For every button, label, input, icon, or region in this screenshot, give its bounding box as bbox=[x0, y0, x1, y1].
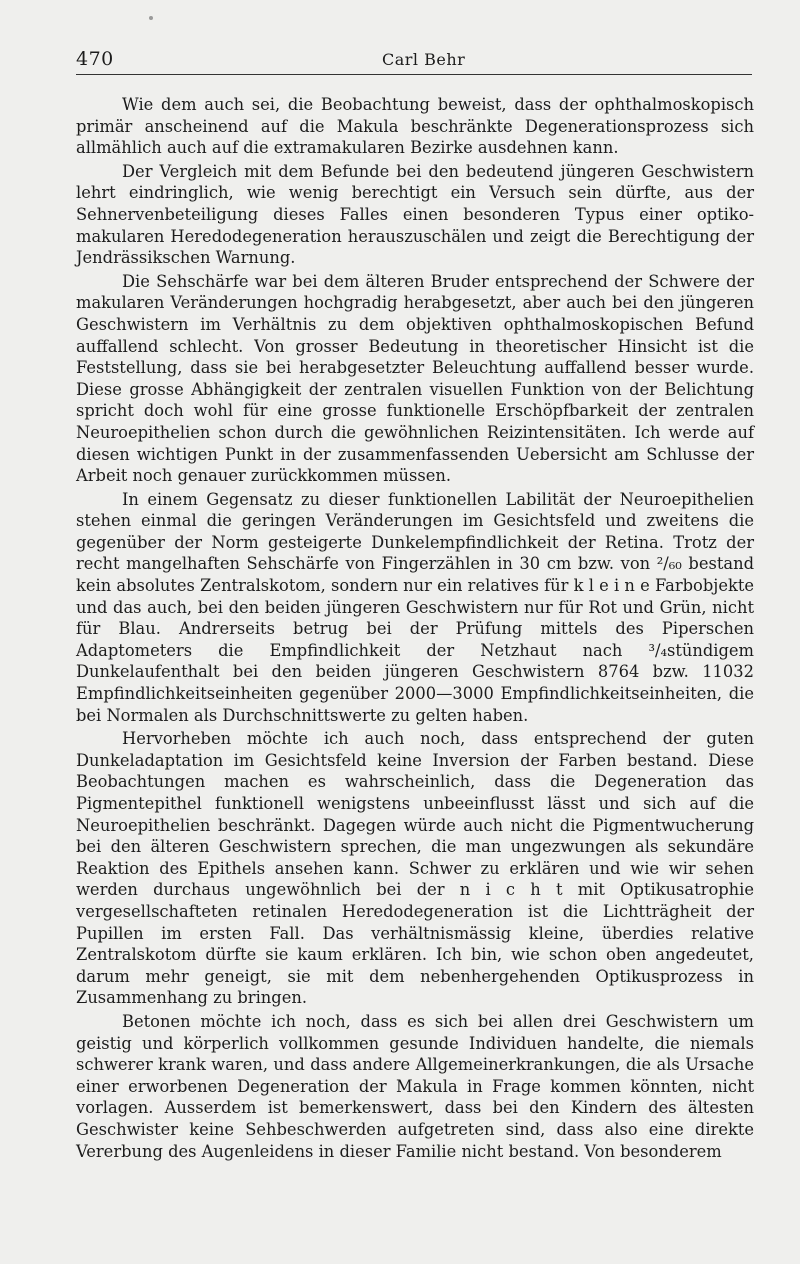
paragraph: In einem Gegensatz zu dieser funktionellen Labilität der Neuroepithelien stehen einmal die geringen Veränderungen im Gesichtsfeld und zweitens die gegenüber der Norm gesteigerte Dunkelempfindlichkeit der Retina. Trotz der recht mangelhaften Sehschärfe von Fingerzählen in 30 cm bzw. von ²/₆₀ bestand kein absolutes Zentralskotom, sondern nur ein relatives für k l e i n e Farbobjekte und das auch, bei den beiden jüngeren Geschwistern nur für Rot und Grün, nicht für Blau. Andrerseits betrug bei der Prüfung mittels des Piperschen Adaptometers die Empfindlichkeit der Netzhaut nach ³/₄stündigem Dunkelaufenthalt bei den beiden jüngeren Geschwistern 8764 bzw. 11032 Empfindlichkeitseinheiten gegenüber 2000—3000 Empfindlichkeitseinheiten, die bei Normalen als Durchschnittswerte zu gelten haben. bbox=[76, 489, 754, 725]
paragraph: Betonen möchte ich noch, dass es sich bei allen drei Geschwistern um geistig und körperlich vollkommen gesunde Individuen handelte, die niemals schwerer krank waren, und dass andere Allgemeinerkrankungen, die als Ursache einer erworbenen Degeneration der Makula in Frage kommen könnten, nicht vorlagen. Ausserdem ist bemerkenswert, dass bei den Kindern des ältesten Geschwister keine Sehbeschwerden aufgetreten sind, dass also eine direkte Vererbung des Augenleidens in dieser Familie nicht bestand. Von besonderem bbox=[76, 1011, 754, 1161]
paragraph: Wie dem auch sei, die Beobachtung beweist, dass der ophthalmoskopisch primär anscheinend auf die Makula beschränkte Degenerationsprozess sich allmählich auch auf die extramakularen Bezirke ausdehnen kann. bbox=[76, 95, 754, 158]
paragraph: Hervorheben möchte ich auch noch, dass entsprechend der guten Dunkeladaptation im Gesichtsfeld keine Inversion der Farben bestand. Diese Beobachtungen machen es wahrscheinlich, dass die Degeneration das Pigmentepithel funktionell wenigstens unbeeinflusst lässt und sich auf die Neuroepithelien beschränkt. Dagegen würde auch nicht die Pigmentwucherung bei den älteren Geschwistern sprechen, die man ungezwungen als sekundäre Reaktion des Epithels ansehen kann. Schwer zu erklären und wie wir sehen werden durchaus ungewöhnlich bei der n i c h t mit Optikusatrophie vergesellschafteten retinalen Heredodegeneration ist die Lichtträgheit der Pupillen im ersten Fall. Das verhältnismässig kleine, überdies relative Zentralskotom dürfte sie kaum erklären. Ich bin, wie schon oben angedeutet, darum mehr geneigt, sie mit dem nebenhergehenden Optikusprozess in Zusammenhang zu bringen. bbox=[76, 729, 754, 1008]
body-text bbox=[76, 94, 754, 1162]
paragraph: Der Vergleich mit dem Befunde bei den bedeutend jüngeren Geschwistern lehrt eindringlich, wie wenig berechtigt ein Versuch sein dürfte, aus der Sehnervenbeteiligung dieses Falles einen besonderen Typus einer optiko-makularen Heredodegeneration herauszuschälen und zeigt die Berechtigung der Jendrässikschen Warnung. bbox=[76, 161, 754, 268]
page-number: 470 bbox=[76, 48, 114, 70]
running-head-author: Carl Behr bbox=[382, 50, 466, 69]
page-header bbox=[76, 44, 752, 75]
paragraph: Die Sehschärfe war bei dem älteren Bruder entsprechend der Schwere der makularen Veränderungen hochgradig herabgesetzt, aber auch bei den jüngeren Geschwistern im Verhältnis zu dem objektiven ophthalmoskopischen Befund auffallend schlecht. Von grosser Bedeutung in theoretischer Hinsicht ist die Feststellung, dass sie bei herabgesetzter Beleuchtung auffallend besser wurde. Diese grosse Abhängigkeit der zentralen visuellen Funktion von der Belichtung spricht doch wohl für eine grosse funktionelle Erschöpfbarkeit der zentralen Neuroepithelien schon durch die gewöhnlichen Reizintensitäten. Ich werde auf diesen wichtigen Punkt in der zusammenfassenden Uebersicht am Schlusse der Arbeit noch genauer zurückkommen müssen. bbox=[76, 271, 754, 486]
paper-speck bbox=[149, 16, 153, 20]
